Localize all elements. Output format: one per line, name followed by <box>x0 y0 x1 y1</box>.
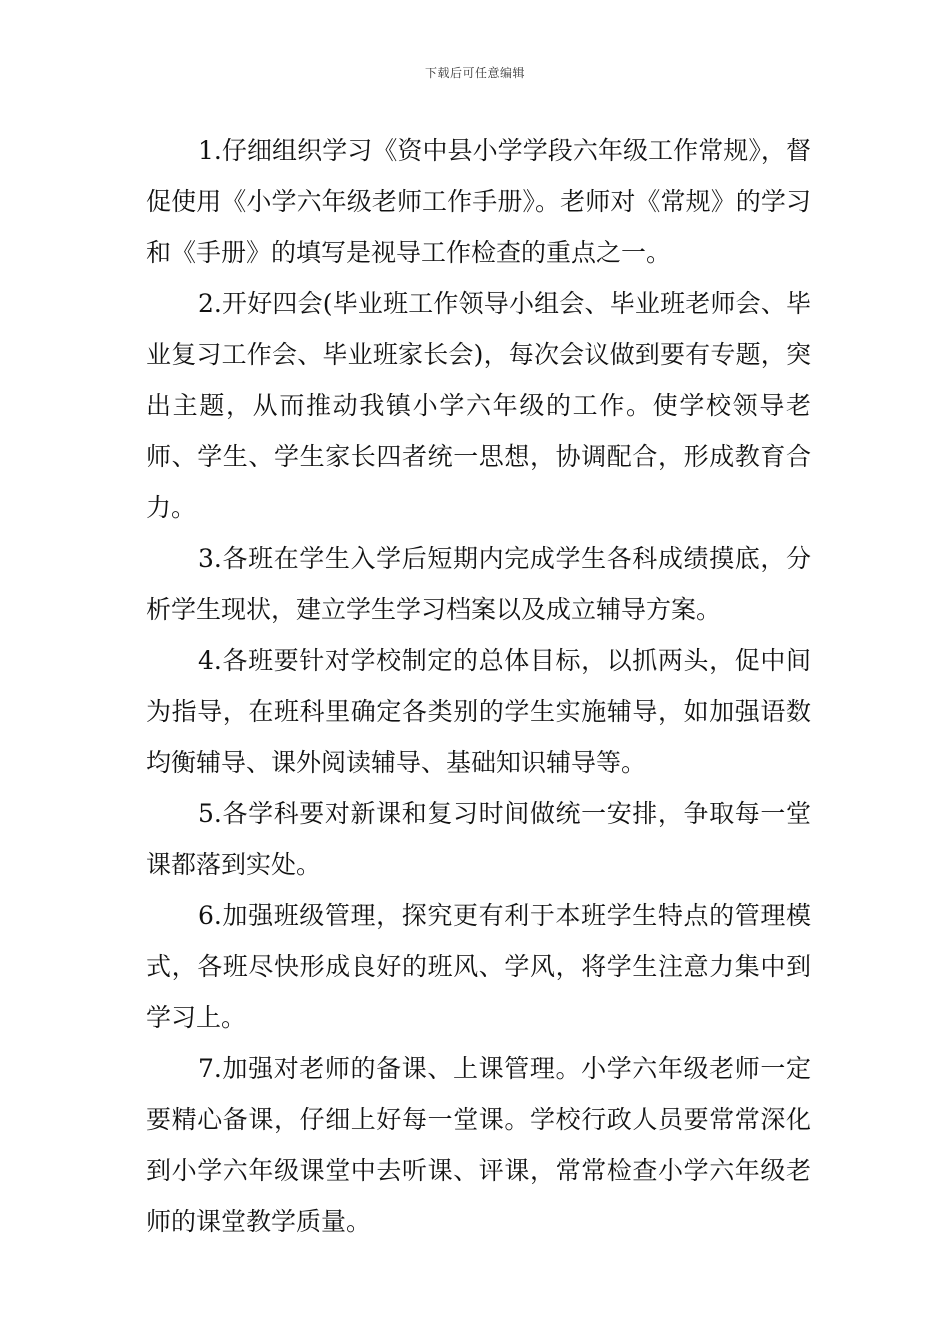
paragraph-7: 7.加强对老师的备课、上课管理。小学六年级老师一定要精心备课，仔细上好每一堂课。学校行政人员要常常深化到小学六年级课堂中去听课、评课，常常检查小学六年级老师的课堂教学质量。 <box>146 1054 811 1236</box>
page-header: 下载后可任意编辑 <box>424 66 525 80</box>
paragraph-3: 3.各班在学生入学后短期内完成学生各科成绩摸底，分析学生现状，建立学生学习档案以及成立辅导方案。 <box>146 544 811 624</box>
paragraph-4: 4.各班要针对学校制定的总体目标，以抓两头，促中间为指导，在班科里确定各类别的学生实施辅导，如加强语数均衡辅导、课外阅读辅导、基础知识辅导等。 <box>146 646 811 777</box>
paragraph-6: 6.加强班级管理，探究更有利于本班学生特点的管理模式，各班尽快形成良好的班风、学风，将学生注意力集中到学习上。 <box>146 901 811 1032</box>
paragraph-5: 5.各学科要对新课和复习时间做统一安排，争取每一堂课都落到实处。 <box>146 799 811 879</box>
document-body <box>146 125 811 1247</box>
paragraph-2: 2.开好四会(毕业班工作领导小组会、毕业班老师会、毕业复习工作会、毕业班家长会)，每次会议做到要有专题，突出主题，从而推动我镇小学六年级的工作。使学校领导老师、学生、学生家长四者统一思想，协调配合，形成教育合力。 <box>146 289 811 522</box>
paragraph-1: 1.仔细组织学习《资中县小学学段六年级工作常规》，督促使用《小学六年级老师工作手册》。老师对《常规》的学习和《手册》的填写是视导工作检查的重点之一。 <box>146 136 811 267</box>
